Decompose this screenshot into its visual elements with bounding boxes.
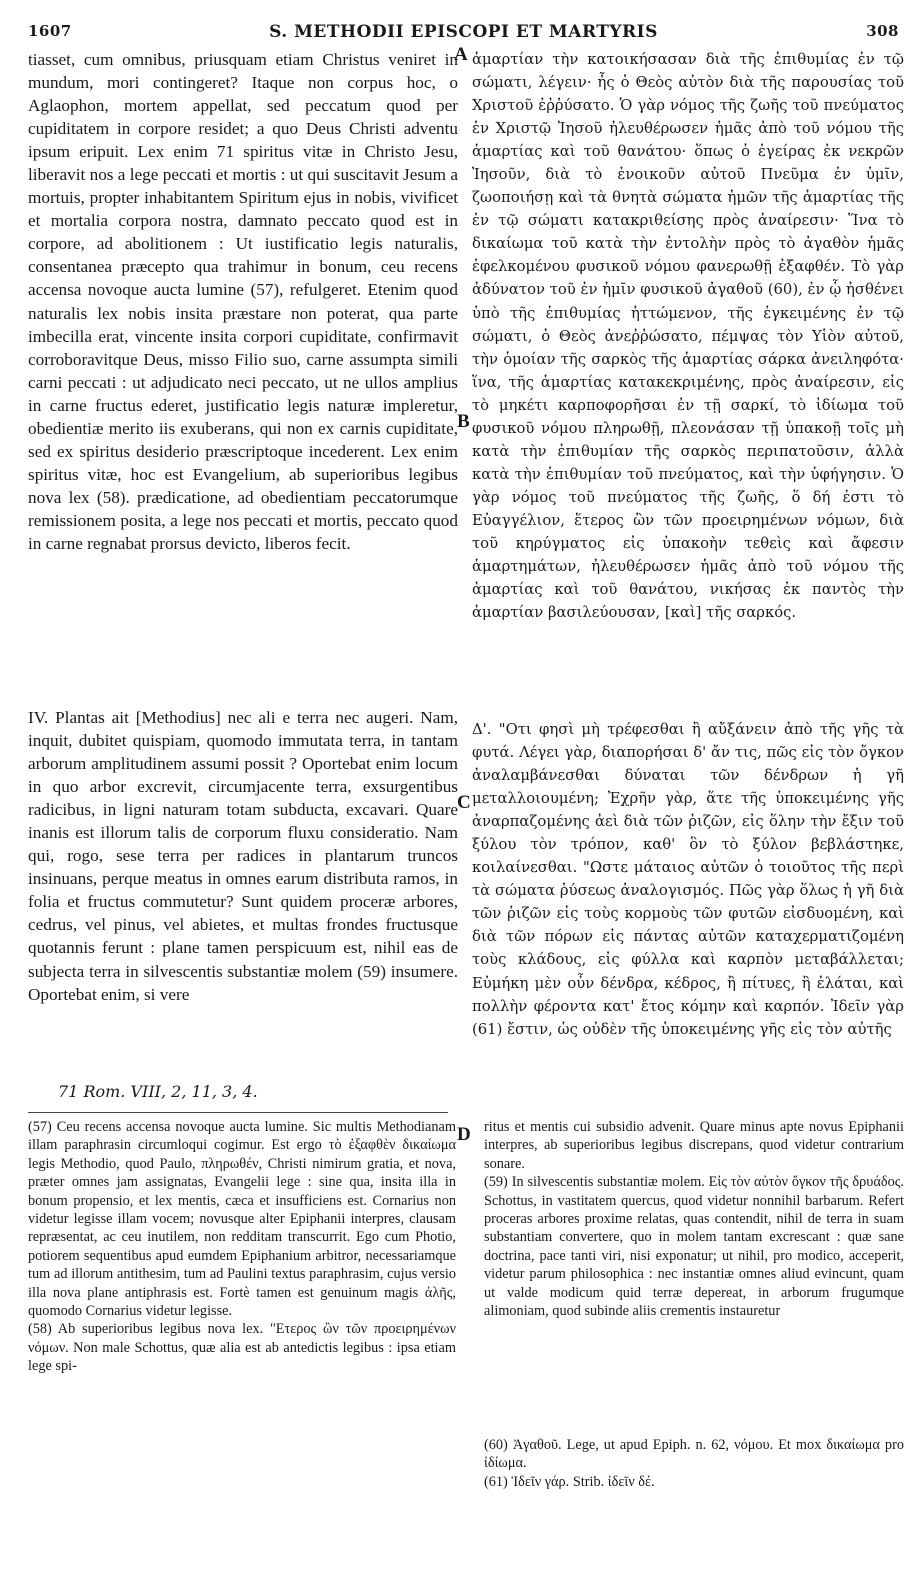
footnotes-left [28,1118,456,1568]
footnote-61: (61) Ἰδεῖν γάρ. Strib. ἰδεῖν δέ. [484,1473,655,1490]
footnote-divider [28,1112,448,1113]
latin-paragraph-1: tiasset, cum omnibus, priusquam etiam Christus veniret in mundum, mori contingeret? Itaque non corpus hoc, o Aglaophon, mortem appellat, sed peccatum quod per cupiditatem in corpore residet; a quo Deus Christi adventu ipsum eripuit. Lex enim 71 spiritus vitæ in Christo Jesu, liberavit nos a lege peccati et mortis : ut qui suscitavit Jesum a mortuis, propter inhabitantem Spiritum ejus in nobis, vivificet et mortalia corpora nostra, damnato peccato quod est in corpore, ad abolitionem : Ut iustificatio legis naturalis, consentanea præcepto qua trahimur in bonum, ceu recens accensa novoque aucta lumine (57), refulgeret. Etenim quod naturalis lex nobis insita præstare non poterat, qua parte imbecilla erat, vincente insita corpori cupiditate, confirmavit corroboravitque Deus, misso Filio suo, carne assumpta simili carni peccati : ut adjudicato neci peccato, ut ne ullos amplius in carne fructus ederet, justificatio legis naturæ impleretur, obedientiæ merito iis exuberans, qui non ex carnis cupiditate, sed ex spiritus desiderio præscriptoque incederent. Lex enim spiritus vitæ, hoc est Evangelium, ab superioribus legibus nova lex (58). prædicatione, ad obedientiam peccatorumque remissionem posita, a lege nos peccati et mortis, peccato quod in carne regnabat prorsus devicto, liberos fecit. [28,50,458,553]
margin-letter-a: A [454,44,468,65]
greek-paragraph-2: Δ'. "Οτι φησὶ μὴ τρέφεσθαι ἢ αὔξάνειν ἀπὸ τῆς γῆς τὰ φυτά. Λέγει γὰρ, διαπορήσαι δ' ἄν τις, πῶς εἰς τὸν ὄγκον ἀναλαμβάνεσθαι δύναται τῶν δένδρων ἡ γῆ μεταλλοιουμένη; Ἐχρῆν γὰρ, ἅτε τῆς ὑποκειμένης γῆς ἀναρπαζομένης ἀεὶ διὰ τῶν ῥιζῶν, εἰς ὅλην τὴν ἔξιν τοῦ ξύλου τὸν τρόπον, καθ' ὃν τὸ ξύλον βεβλάστηκε, κοιλαίνεσθαι. "Ωστε μάταιος αὐτῶν ὁ τοιοῦτος τῆς περὶ τὰ σώματα ῥύσεως ἀναλογισμός. Πῶς γὰρ ὅλως ἡ γῆ διὰ τῶν ῥιζῶν εἰς τοὺς κορμοὺς τῶν φυτῶν εἰσδυομένη, καὶ διὰ τῶν πόρων εἰς πάντας αὐτῶν καταχερματιζομένη τοὺς κλάδους, εἰς φύλλα καὶ καρπὸν μεταβάλλεται; Εὐμήκη μὲν οὖν δένδρα, κέδρος, ἢ πίτυες, ἢ ἐλάται, καὶ πολλὴν φέροντα κατ' ἔτος κόμην καὶ καρπόν. Ἰδεῖν γὰρ (61) ἔστιν, ὡς οὐδὲν τῆς ὑποκειμένης γῆς εἰς τὸν αὐτῆς [472,721,904,1038]
margin-letter-c: C [457,792,471,813]
greek-paragraph-1: ἁμαρτίαν τὴν κατοικήσασαν διὰ τῆς ἐπιθυμίας ἐν τῷ σώματι, λέγειν· ἧς ὁ Θεὸς αὐτὸν διὰ τῆς παρουσίας τοῦ Χριστοῦ ἐῤῥύσατο. Ὁ γὰρ νόμος τῆς ζωῆς τοῦ πνεύματος ἐν Χριστῷ Ἰησοῦ ἠλευθέρωσεν ἡμᾶς ἀπὸ τοῦ νόμου τῆς ἁμαρτίας καὶ τοῦ θανάτου· ὅπως ὁ ἐγείρας ἐκ νεκρῶν Ἰησοῦν, διὰ τὸ ἐνοικοῦν αὐτοῦ Πνεῦμα ἐν ὑμῖν, ζωοποιήσῃ καὶ τὰ θνητὰ σώματα ἡμῶν τῆς ἁμαρτίας τῆς ἐν τῷ σώματι κατακριθείσης πρὸς ἀναίρεσιν· Ἵνα τὸ δικαίωμα τοῦ κατὰ τὴν ἐντολὴν πρὸς τὸ ἀγαθὸν ἡμᾶς ἐφελκομένου φυσικοῦ νόμου φανερωθῇ ἐξαφθέν. Τὸ γὰρ ἀδύνατον τοῦ ἐν ἡμῖν φυσικοῦ ἀγαθοῦ (60), ἐν ᾧ ἠσθένει ὑπὸ τῆς ἐπιθυμίας ἡττώμενον, τῆς ἐγκειμένης ἐν τῷ σώματι, ὁ Θεὸς ἀνεῤῥώσατο, πέμψας τὸν Υἱὸν αὐτοῦ, τὴν ὁμοίαν τῆς σαρκὸς τῆς ἁμαρτίας σάρκα ἀνειληφότα· ἵνα, τῆς ἁμαρτίας κατακεκριμένης, πρὸς ἀναίρεσιν, εἰς τὸ μηκέτι καρποφορῆσαι ἐν τῇ σαρκί, τὸ ἰδίωμα τοῦ φυσικοῦ νόμου πληρωθῇ, πλεονάσαν τῇ ὑπακοῇ τοῖς μὴ κατὰ τὴν ἐπιθυμίαν τῆς σαρκὸς περιπατοῦσιν, ἀλλὰ κατὰ τὴν ἐπιθυμίαν τοῦ πνεύματος, καὶ τὴν ὑφήγησιν. Ὁ γὰρ νόμος τοῦ πνεύματος τῆς ζωῆς, ὅ δή ἐστι τὸ Εὐαγγέλιον, ἕτερος ὢν τῶν προειρημένων νόμων, διὰ τοῦ κηρύγματος εἰς ὑπακοὴν τεθεὶς καὶ ἄφεσιν ἁμαρτημάτων, ἠλευθέρωσεν ἡμᾶς ἀπὸ τοῦ νόμου τῆς ἁμαρτίας καὶ τοῦ θανάτου, νικήσας ἐκ παντὸς τὴν ἁμαρτίαν βασιλεύουσαν, [καὶ] τῆς σαρκός. [472,51,904,622]
footnote-58-continued: ritus et mentis cui subsidio advenit. Quare minus apte novus Epiphanii interpres, ab superioribus legibus discrepans, quod videtur contrarium sonare. [484,1119,904,1172]
running-title: S. METHODII EPISCOPI ET MARTYRIS [269,22,658,42]
greek-column-section-2 [472,718,904,1058]
running-head [28,20,899,44]
page-number-left: 1607 [28,22,72,40]
footnote-60: (60) Ἀγαθοῦ. Lege, ut apud Epiph. n. 62, νόμου. Et mox δικαίωμα pro ἰδίωμα. [484,1437,904,1472]
latin-column-section-2 [28,706,458,1126]
footnote-57: (57) Ceu recens accensa novoque aucta lumine. Sic multis Methodianam illam paraphrasin circumloqui cogimur. Est ergo τὸ ἐξαφθὲν δικαίωμα legis Methodio, quod Paulo, πληρωθέν, Christi nimirum gratia, et nova, præter omnes jam assignatas, Evangelii lege : sine qua, insita illa in bonum propensio, et lex mentis, cæca et insufficiens est. Cornarius non videtur legisse illam vocem; novusque alter Epiphanii interpres, clausam repræsentat, ac ceu inutilem, non redditam transcurrit. Ego cum Photio, potiorem sequentibus apud eumdem Epiphanium arbitror, necessariamque tum ad illorum antithesim, tum ad Paulini textus paraphrasim, cujus versio illa nova plane antiphrasis est. Fortè tamen est genuinum magis ἀλῆς, quomodo Cornarius videtur legisse. [28,1119,456,1320]
footnote-58: (58) Ab superioribus legibus nova lex. "Ετερος ὢν τῶν προειρημένων νόμων. Non male Schottus, quæ alia est ab antedictis legibus : ipsa etiam lege spi- [28,1321,456,1375]
latin-column-section-1 [28,48,458,693]
page-number-right: 308 [866,22,899,40]
greek-column-section-1 [472,48,904,708]
footnote-59: (59) In silvescentis substantiæ molem. Εἰς τὸν αὐτὸν ὄγκον τῆς δρυάδος. Schottus, in vastitatem quercus, quod videtur nonnihil barbarum. Refert proceras arbores proxime relatas, quas contendit, nihil de terra in suam substantiam convertere, quo in molem tantam excrescant : quæ sane doctrina, pace tanti viri, nisi exponatur; ut nihil, pro modico, acceperit, videtur parum philosophica : nec instantiæ omnes aliud evincunt, quam ut valde modicum quid terræ depereat, in arborum frugumque alimoniam, quod subinde aliis crementis instauretur [484,1174,904,1320]
margin-letter-d: D [457,1124,471,1145]
margin-letter-b: B [457,411,470,432]
scripture-reference: 71 Rom. VIII, 2, 11, 3, 4. [58,1082,258,1101]
footnotes-right [484,1118,904,1438]
latin-paragraph-2: IV. Plantas ait [Methodius] nec ali e terra nec augeri. Nam, inquit, dubitet quispiam, quomodo immutata terra, in tantam arborum amplitudinem assumi possit ? Oportebat enim locum in quo arbor excrevit, circumjacente terra, exsurgentibus radicibus, in ligni naturam totam subducta, excavari. Quare inanis est illorum talis de corporum fluxu consideratio. Nam qui, rogo, sese terra per radices in plantarum truncos insinuans, perque meatus in omnes earum distributa ramos, in folia et fructus commutetur? Sunt quidem proceræ arbores, cedrus, vel pinus, vel abietes, et multas frondes fructusque quotannis ferunt : plane tamen perspicuum est, nihil eas de subjecta terra in silvescentis substantiæ molem (59) insumere. Oportebat enim, si vere [28,708,458,1004]
footnotes-right-bottom [484,1436,904,1496]
